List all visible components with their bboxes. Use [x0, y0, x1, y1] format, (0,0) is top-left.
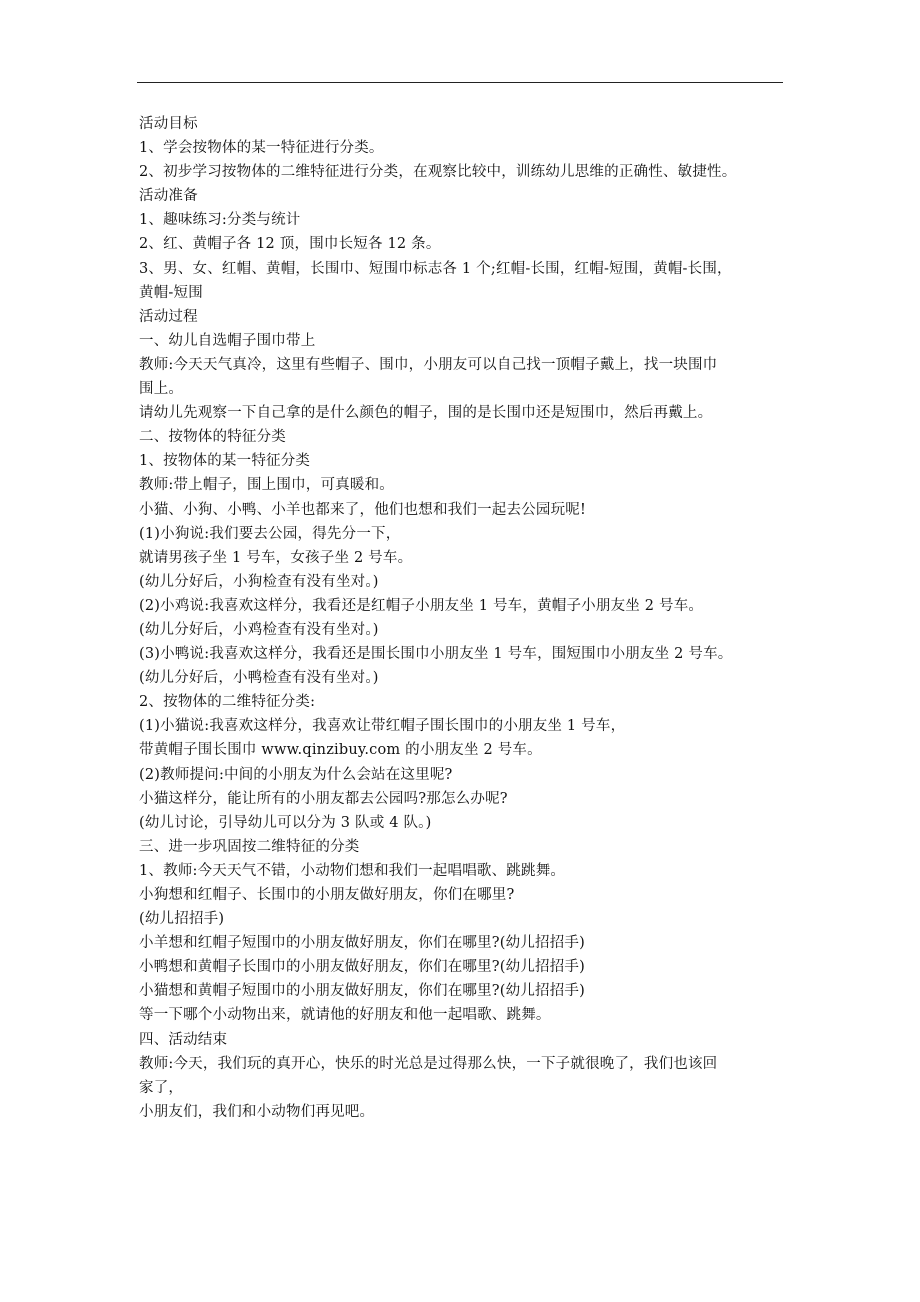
text-line: 一、幼儿自选帽子围巾带上 — [139, 332, 316, 349]
text-line: 小羊想和红帽子短围巾的小朋友做好朋友，你们在哪里?(幼儿招招手) — [139, 935, 585, 952]
text-line: 1、按物体的某一特征分类 — [139, 453, 311, 470]
text-line: 就请男孩子坐 1 号车，女孩子坐 2 号车。 — [139, 549, 413, 566]
text-line: 小猫想和黄帽子短围巾的小朋友做好朋友，你们在哪里?(幼儿招招手) — [139, 983, 585, 1000]
text-line: 2、红、黄帽子各 12 顶，围巾长短各 12 条。 — [139, 236, 441, 253]
text-line: 2、初步学习按物体的二维特征进行分类，在观察比较中，训练幼儿思维的正确性、敏捷性。 — [139, 164, 737, 181]
text-line: 教师:今天天气真冷，这里有些帽子、围巾，小朋友可以自己找一顶帽子戴上，找一块围巾 — [139, 356, 718, 373]
text-line: 教师:带上帽子，围上围巾，可真暖和。 — [139, 477, 394, 494]
text-line: (1)小猫说:我喜欢这样分，我喜欢让带红帽子围长围巾的小朋友坐 1 号车， — [139, 718, 626, 735]
text-line: 小朋友们，我们和小动物们再见吧。 — [139, 1103, 375, 1120]
text-line: (幼儿分好后，小鸭检查有没有坐对。) — [139, 670, 379, 687]
text-line: 1、学会按物体的某一特征进行分类。 — [139, 140, 384, 157]
text-line: 四、活动结束 — [139, 1031, 228, 1048]
text-line: (幼儿招招手) — [139, 911, 225, 928]
text-line: (幼儿分好后，小狗检查有没有坐对。) — [139, 573, 379, 590]
text-line: 等一下哪个小动物出来，就请他的好朋友和他一起唱歌、跳舞。 — [139, 1007, 551, 1024]
text-line: (2)教师提问:中间的小朋友为什么会站在这里呢? — [139, 766, 453, 783]
text-line: 请幼儿先观察一下自己拿的是什么颜色的帽子，围的是长围巾还是短围巾，然后再戴上。 — [139, 405, 713, 422]
text-line: 围上。 — [139, 381, 184, 398]
text-line: 带黄帽子围长围巾 www.qinzibuy.com 的小朋友坐 2 号车。 — [139, 742, 542, 759]
text-line: 2、按物体的二维特征分类: — [139, 694, 316, 711]
text-line: 活动目标 — [139, 116, 198, 132]
text-line: 二、按物体的特征分类 — [139, 429, 286, 446]
text-line: (幼儿分好后，小鸡检查有没有坐对。) — [139, 621, 379, 638]
text-line: 小猫、小狗、小鸭、小羊也都来了，他们也想和我们一起去公园玩呢! — [139, 501, 587, 518]
text-line: (1)小狗说:我们要去公园，得先分一下， — [139, 525, 401, 542]
text-line: 活动准备 — [139, 188, 198, 205]
text-line: 1、趣味练习:分类与统计 — [139, 212, 301, 229]
text-line: 教师:今天，我们玩的真开心，快乐的时光总是过得那么快，一下子就很晚了，我们也该回 — [139, 1055, 718, 1072]
text-line: 小猫这样分，能让所有的小朋友都去公园吗?那怎么办呢? — [139, 790, 508, 807]
text-line: 小狗想和红帽子、长围巾的小朋友做好朋友，你们在哪里? — [139, 887, 515, 903]
text-line: 家了， — [139, 1079, 184, 1096]
text-line: (幼儿讨论，引导幼儿可以分为 3 队或 4 队。) — [139, 814, 432, 831]
text-line: 小鸭想和黄帽子长围巾的小朋友做好朋友，你们在哪里?(幼儿招招手) — [139, 959, 585, 976]
text-line: 黄帽-短围 — [139, 284, 203, 301]
text-line: 1、教师:今天天气不错，小动物们想和我们一起唱唱歌、跳跳舞。 — [139, 862, 566, 879]
document-body — [139, 112, 789, 1124]
text-line: 活动过程 — [139, 308, 198, 325]
text-line: (3)小鸭说:我喜欢这样分，我看还是围长围巾小朋友坐 1 号车，围短围巾小朋友坐 2 号车。 — [139, 646, 733, 663]
header-rule — [137, 82, 783, 83]
text-line: 三、进一步巩固按二维特征的分类 — [139, 838, 360, 855]
text-line: 3、男、女、红帽、黄帽，长围巾、短围巾标志各 1 个;红帽-长围，红帽-短围，黄帽-长围， — [139, 260, 732, 277]
text-line: (2)小鸡说:我喜欢这样分，我看还是红帽子小朋友坐 1 号车，黄帽子小朋友坐 2 号车。 — [139, 597, 704, 614]
